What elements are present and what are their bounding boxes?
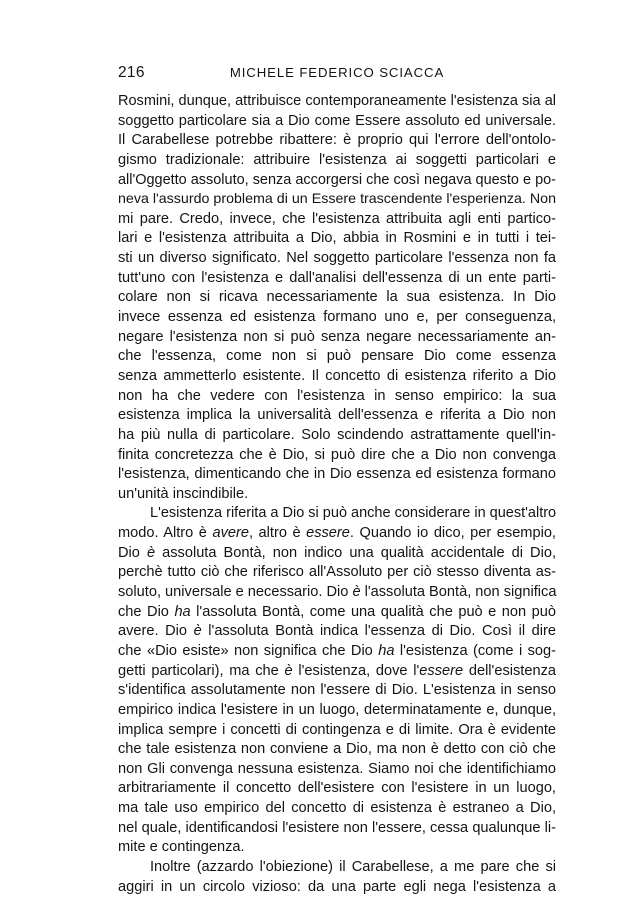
text-line: mite e contingenza. [118,839,245,856]
text-line: che l'essenza, come non si può pensare Dio come essenza [118,348,556,365]
text-line: getti particolari), ma che è l'esistenza, dove l'essere dell'esistenza [118,662,556,679]
text-line: non ha che vedere con l'esistenza in senso empirico: la sua [118,387,556,404]
text-line: soluto, universale e necessario. Dio è l'assoluta Bontà, non significa [118,584,557,601]
text-line: tutt'uno con l'esistenza e dall'analisi dell'essenza di un ente parti- [118,269,556,286]
text-line: soggetto particolare sia a Dio come Essere assoluto ed universale. [118,112,556,129]
text-line: Dio è assoluta Bontà, non indico una qualità accidentale di Dio, [118,544,557,561]
text-line: all'Oggetto assoluto, senza accorgersi che così negava questo e po- [118,171,556,188]
text-line: perchè tutto ciò che riferisco all'Assoluto per ciò stesso diventa as- [118,564,556,581]
text-line: nel quale, identificandosi l'esistere non l'essere, cessa qualunque li- [118,819,556,836]
text-line: Il Carabellese potrebbe ribattere: è proprio qui l'errore dell'ontolo- [118,132,556,149]
text-line: negare l'esistenza non si può senza negare necessariamente an- [118,328,556,345]
text-line: implica sempre i concetti di contingenza e di limite. Ora è evidente [118,721,556,738]
text-line: aggiri in un circolo vizioso: da una parte egli nega l'esistenza a [118,878,556,895]
text-line: che «Dio esiste» non significa che Dio ha l'esistenza (come i sog- [118,642,557,659]
text-line: lari e l'esistenza attribuita a Dio, abbia in Rosmini e in tutti i tei- [118,230,556,247]
paragraph-3 [118,858,556,897]
text-line: l'esistenza, dimenticando che in Dio essenza ed esistenza formano [118,466,556,483]
text-line: Inoltre (azzardo l'obiezione) il Carabellese, a me pare che si [150,858,556,875]
page-number: 216 [118,64,145,81]
text-line: che tale esistenza non conviene a Dio, ma non è detto con ciò che [118,741,556,758]
text-line: invece essenza ed esistenza formano uno e, per conseguenza, [118,309,556,326]
page-header [118,64,556,86]
text-line: mi pare. Credo, invece, che l'esistenza attribuita agli enti partico- [118,210,556,227]
body-text [118,92,556,897]
text-line: non Gli convenga nessuna esistenza. Siamo noi che identifichiamo [118,760,556,777]
text-line: esistenza implica la universalità dell'essenza e riferita a Dio non [118,407,556,424]
text-line: finita concretezza che è Dio, si può dire che a Dio non convenga [118,446,556,463]
text-line: che Dio ha l'assoluta Bontà, come una qualità che può e non può [118,603,556,620]
text-line: senza ammetterlo esistente. Il concetto di esistenza riferito a Dio [118,367,556,384]
text-line: avere. Dio è l'assoluta Bontà indica l'essenza di Dio. Così il dire [118,623,556,640]
text-line: ma tale uso empirico del concetto di esistenza è estraneo a Dio, [118,800,556,817]
text-line: arbitrariamente il concetto dell'esistere con l'esistere in un luogo, [118,780,556,797]
text-line: ha più nulla di particolare. Solo scindendo astrattamente quell'in- [118,426,556,443]
running-head: MICHELE FEDERICO SCIACCA [229,65,445,80]
text-line: neva l'assurdo problema di un Essere trascendente l'esperienza. Non [118,191,556,208]
text-line: Rosmini, dunque, attribuisce contemporaneamente l'esistenza sia al [118,93,556,109]
text-line: empirico indica l'esistere in un luogo, determinatamente e, dunque, [118,701,556,718]
text-line: modo. Altro è avere, altro è essere. Quando io dico, per esempio, [118,525,556,542]
paragraph-2 [118,504,556,858]
paragraph-1 [118,92,556,504]
text-line: s'identifica assolutamente non l'essere di Dio. L'esistenza in senso [118,682,556,699]
text-line: colare non si ricava necessariamente la sua esistenza. In Dio [118,289,556,306]
text-line: L'esistenza riferita a Dio si può anche considerare in quest'altro [150,505,557,522]
text-line: un'unità inscindibile. [118,485,249,502]
text-line: gismo tradizionale: attribuire l'esistenza ai soggetti particolari e [118,151,556,168]
text-line: sti un diverso significato. Nel soggetto particolare l'essenza non fa [118,250,556,267]
